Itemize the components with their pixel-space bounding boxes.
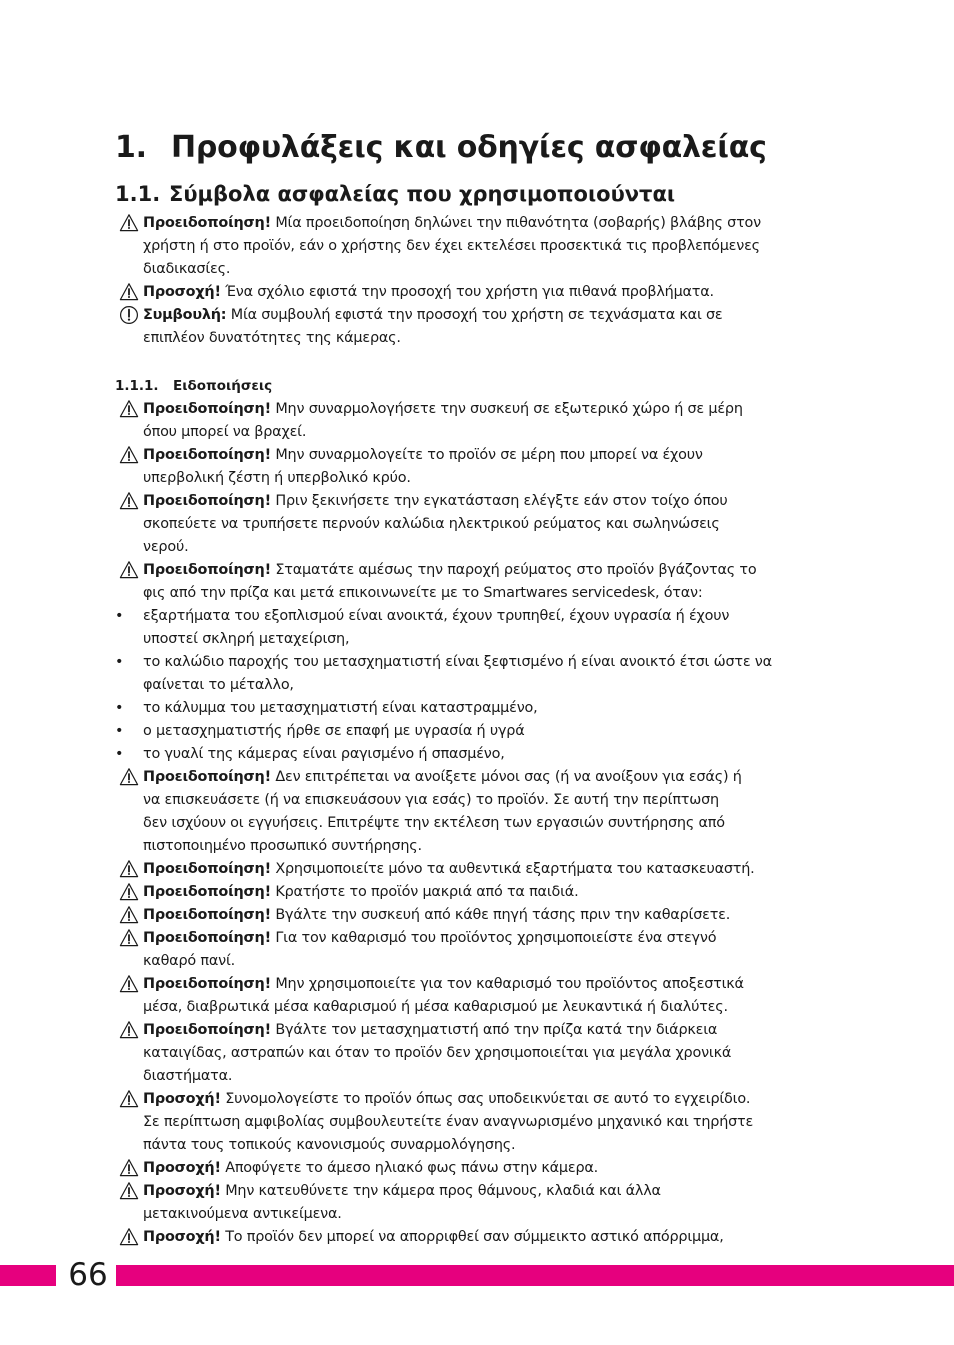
notice-line: μέσα, διαβρωτικά μέσα καθαρισμού ή μέσα καθαρισμού με λευκαντικά ή διαλύτες. [143, 999, 728, 1015]
safety-notice [115, 858, 840, 881]
notice-line [143, 212, 840, 235]
notice-label: Προσοχή! [143, 1160, 221, 1176]
notice-text: Κρατήστε το προϊόν μακριά από τα παιδιά. [275, 884, 579, 900]
notice-label: Προειδοποίηση! [143, 447, 271, 463]
notice-text: Βγάλτε την συσκευή από κάθε πηγή τάσης πριν την καθαρίσετε. [275, 907, 731, 923]
warning-triangle-icon [119, 928, 139, 948]
safety-notice [115, 1226, 840, 1249]
safety-notice [115, 490, 840, 559]
notice-line [143, 904, 840, 927]
notice-line: καταιγίδας, αστραπών και όταν το προϊόν δεν χρησιμοποιείται για μεγάλα χρονικά [143, 1045, 732, 1061]
notice-text: Μην κατευθύνετε την κάμερα προς θάμνους, κλαδιά και άλλα [225, 1183, 661, 1199]
notice-line [143, 559, 840, 582]
notice-label: Προειδοποίηση! [143, 215, 271, 231]
warning-triangle-icon [119, 1089, 139, 1109]
subsection-heading [115, 182, 675, 206]
notice-label: Προσοχή! [143, 284, 221, 300]
section-number: 1. [115, 130, 147, 165]
notice-label: Προειδοποίηση! [143, 930, 271, 946]
list-item-line: το κάλυμμα του μετασχηματιστή είναι καταστραμμένο, [143, 700, 538, 716]
warning-triangle-icon [119, 974, 139, 994]
safety-notice [115, 973, 840, 1019]
section-title: Προφυλάξεις και οδηγίες ασφαλείας [171, 130, 767, 165]
warning-triangle-icon [119, 1181, 139, 1201]
safety-notice [115, 766, 840, 858]
safety-notice [115, 304, 840, 350]
notices-list [115, 398, 840, 1249]
bullet-marker: • [115, 608, 124, 624]
notice-line [143, 1180, 840, 1203]
warning-triangle-icon [119, 399, 139, 419]
list-item-line: το καλώδιο παροχής του μετασχηματιστή είναι ξεφτισμένο ή είναι ανοικτό έτσι ώστε να [143, 654, 772, 670]
info-circle-icon [119, 305, 139, 325]
notice-label: Προειδοποίηση! [143, 401, 271, 417]
safety-notice [115, 281, 840, 304]
notice-line [143, 881, 840, 904]
bullet-marker: • [115, 700, 124, 716]
subsubsection-title: Ειδοποιήσεις [173, 378, 273, 394]
notice-line [143, 1019, 840, 1042]
subsection-title: Σύμβολα ασφαλείας που χρησιμοποιούνται [169, 182, 676, 206]
notice-line [143, 304, 840, 327]
safety-notice [115, 212, 840, 281]
notices-section [115, 374, 840, 1249]
safety-notice [115, 444, 840, 490]
list-item-line: ο μετασχηματιστής ήρθε σε επαφή με υγρασία ή υγρά [143, 723, 525, 739]
warning-triangle-icon [119, 1227, 139, 1247]
notice-text: Το προϊόν δεν μπορεί να απορριφθεί σαν σύμμεικτο αστικό απόρριμμα, [225, 1229, 724, 1245]
list-item-line: φαίνεται το μέταλλο, [143, 677, 294, 693]
warning-triangle-icon [119, 1158, 139, 1178]
notice-label: Προσοχή! [143, 1229, 221, 1245]
safety-notice [115, 398, 840, 444]
notice-text: Αποφύγετε το άμεσο ηλιακό φως πάνω στην κάμερα. [225, 1160, 599, 1176]
notice-label: Προσοχή! [143, 1183, 221, 1199]
warning-triangle-icon [119, 560, 139, 580]
safety-notice [115, 927, 840, 973]
bullet-marker: • [115, 654, 124, 670]
notice-text: Μία προειδοποίηση δηλώνει την πιθανότητα (σοβαρής) βλάβης στον [275, 215, 761, 231]
notice-line [143, 490, 840, 513]
notice-text: Μία συμβουλή εφιστά την προσοχή του χρήστη σε τεχνάσματα και σε [230, 307, 723, 323]
subsubsection-heading [115, 374, 840, 398]
page-number: 66 [68, 1257, 108, 1293]
notice-line: πάντα τους τοπικούς κανονισμούς συναρμολόγησης. [143, 1137, 516, 1153]
notice-label: Συμβουλή: [143, 307, 227, 323]
warning-triangle-icon [119, 859, 139, 879]
notice-line: επιπλέον δυνατότητες της κάμερας. [143, 330, 401, 346]
warning-triangle-icon [119, 445, 139, 465]
notice-line [143, 766, 840, 789]
warning-triangle-icon [119, 282, 139, 302]
notice-line [143, 398, 840, 421]
page-footer [0, 1257, 954, 1293]
notice-label: Προειδοποίηση! [143, 861, 271, 877]
notice-line: υπερβολική ζέστη ή υπερβολικό κρύο. [143, 470, 411, 486]
notice-text: Μην συναρμολογήσετε την συσκευή σε εξωτερικό χώρο ή σε μέρη [275, 401, 743, 417]
notice-line [143, 1157, 840, 1180]
safety-notice [115, 1088, 840, 1157]
notice-label: Προειδοποίηση! [143, 769, 271, 785]
footer-accent-bar-right [116, 1265, 954, 1286]
safety-symbols-list [115, 212, 840, 350]
section-heading [115, 130, 767, 165]
subsection-number: 1.1. [115, 182, 161, 206]
notice-line [143, 444, 840, 467]
notice-line: μετακινούμενα αντικείμενα. [143, 1206, 342, 1222]
list-item-line: εξαρτήματα του εξοπλισμού είναι ανοικτά, έχουν τρυπηθεί, έχουν υγρασία ή έχουν [143, 608, 730, 624]
notice-text: Δεν επιτρέπεται να ανοίξετε μόνοι σας (ή να ανοίξουν για εσάς) ή [275, 769, 742, 785]
safety-notice [115, 881, 840, 904]
list-item [115, 605, 840, 651]
notice-text: Βγάλτε τον μετασχηματιστή από την πρίζα κατά την διάρκεια [275, 1022, 718, 1038]
notice-text: Πριν ξεκινήσετε την εγκατάσταση ελέγξτε εάν στον τοίχο όπου [275, 493, 728, 509]
list-item [115, 720, 840, 743]
bullet-marker: • [115, 746, 124, 762]
list-item [115, 743, 840, 766]
list-item-line: το γυαλί της κάμερας είναι ραγισμένο ή σπασμένο, [143, 746, 505, 762]
notice-line: Σε περίπτωση αμφιβολίας συμβουλευτείτε έναν αναγνωρισμένο μηχανικό και τηρήστε [143, 1114, 754, 1130]
notice-label: Προειδοποίηση! [143, 562, 271, 578]
notice-line: καθαρό πανί. [143, 953, 236, 969]
notice-text: Ένα σχόλιο εφιστά την προσοχή του χρήστη για πιθανά προβλήματα. [225, 284, 714, 300]
notice-label: Προσοχή! [143, 1091, 221, 1107]
notice-text: Συνομολογείστε το προϊόν όπως σας υποδεικνύεται σε αυτό το εγχειρίδιο. [225, 1091, 751, 1107]
warning-triangle-icon [119, 1020, 139, 1040]
notice-line [143, 281, 840, 304]
notice-line: όπου μπορεί να βραχεί. [143, 424, 307, 440]
notice-line: δεν ισχύουν οι εγγυήσεις. Επιτρέψτε την εκτέλεση των εργασιών συντήρησης από [143, 815, 725, 831]
notice-label: Προειδοποίηση! [143, 884, 271, 900]
notice-line: φις από την πρίζα και μετά επικοινωνείτε με το Smartwares servicedesk, όταν: [143, 585, 703, 601]
list-item [115, 697, 840, 720]
notice-line [143, 1226, 840, 1249]
safety-notice [115, 1019, 840, 1088]
notice-label: Προειδοποίηση! [143, 907, 271, 923]
warning-triangle-icon [119, 213, 139, 233]
safety-notice [115, 1180, 840, 1226]
notice-text: Μην χρησιμοποιείτε για τον καθαρισμό του προϊόντος αποξεστικά [275, 976, 744, 992]
safety-notice [115, 1157, 840, 1180]
warning-triangle-icon [119, 767, 139, 787]
notice-line: διαστήματα. [143, 1068, 233, 1084]
safety-notice [115, 559, 840, 605]
warning-triangle-icon [119, 882, 139, 902]
list-item [115, 651, 840, 697]
notice-line [143, 973, 840, 996]
notice-line: να επισκευάσετε (ή να επισκευάσουν για εσάς) το προϊόν. Σε αυτή την περίπτωση [143, 792, 719, 808]
notice-line [143, 1088, 840, 1111]
notice-line: διαδικασίες. [143, 261, 231, 277]
notice-line [143, 858, 840, 881]
notice-line: πιστοποιημένο προσωπικό συντήρησης. [143, 838, 422, 854]
notice-line: χρήστη ή στο προϊόν, εάν ο χρήστης δεν έχει εκτελέσει προσεκτικά τις προβλεπόμενες [143, 238, 760, 254]
warning-triangle-icon [119, 905, 139, 925]
notice-text: Χρησιμοποιείτε μόνο τα αυθεντικά εξαρτήματα του κατασκευαστή. [275, 861, 755, 877]
notice-label: Προειδοποίηση! [143, 1022, 271, 1038]
warning-triangle-icon [119, 491, 139, 511]
notice-text: Μην συναρμολογείτε το προϊόν σε μέρη που μπορεί να έχουν [275, 447, 703, 463]
notice-label: Προειδοποίηση! [143, 493, 271, 509]
notice-label: Προειδοποίηση! [143, 976, 271, 992]
safety-notice [115, 904, 840, 927]
notice-line [143, 927, 840, 950]
notice-text: Για τον καθαρισμό του προϊόντος χρησιμοποιείστε ένα στεγνό [275, 930, 717, 946]
list-item-line: υποστεί σκληρή μεταχείριση, [143, 631, 350, 647]
notice-text: Σταματάτε αμέσως την παροχή ρεύματος στο προϊόν βγάζοντας το [275, 562, 757, 578]
notice-line: σκοπεύετε να τρυπήσετε περνούν καλώδια ηλεκτρικού ρεύματος και σωληνώσεις [143, 516, 720, 532]
subsubsection-number: 1.1.1. [115, 378, 159, 394]
bullet-marker: • [115, 723, 124, 739]
footer-accent-bar-left [0, 1265, 56, 1286]
notice-line: νερού. [143, 539, 189, 555]
